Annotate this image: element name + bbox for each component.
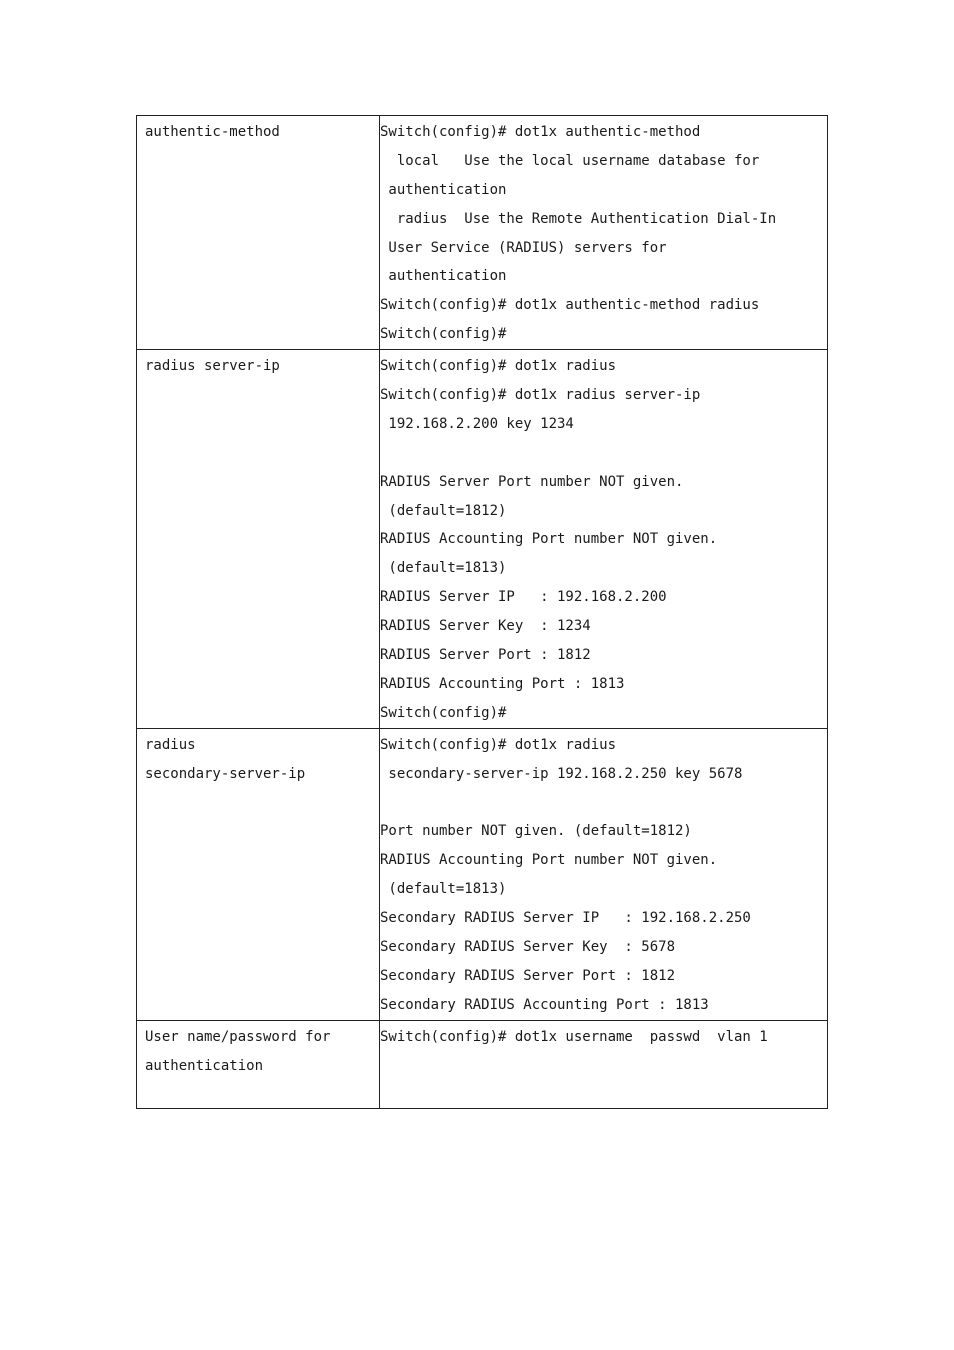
output-line: (default=1813)	[380, 560, 507, 577]
output-cell	[380, 1020, 828, 1108]
command-text: radius server-ip	[145, 358, 280, 375]
command-cell	[137, 728, 380, 1020]
command-cell	[137, 350, 380, 729]
output-line: Switch(config)# dot1x radius	[380, 358, 617, 375]
output-line: (default=1812)	[380, 502, 507, 519]
output-line: Secondary RADIUS Server IP : 192.168.2.250	[380, 910, 751, 927]
output-line: Secondary RADIUS Server Key : 5678	[380, 938, 676, 955]
output-line: Port number NOT given. (default=1812)	[380, 823, 692, 840]
output-line: Switch(config)# dot1x radius	[380, 736, 617, 753]
output-cell	[380, 728, 828, 1020]
table-row	[137, 116, 828, 350]
output-line: radius Use the Remote Authentication Dial-In	[380, 210, 777, 227]
command-text: User name/password for	[145, 1028, 331, 1045]
output-line: RADIUS Server Port number NOT given.	[380, 473, 684, 490]
output-line: Secondary RADIUS Accounting Port : 1813	[380, 996, 709, 1013]
output-line: local Use the local username database for	[380, 152, 760, 169]
output-cell	[380, 350, 828, 729]
output-line: User Service (RADIUS) servers for	[380, 239, 667, 256]
output-line: RADIUS Accounting Port number NOT given.	[380, 852, 718, 869]
command-text: authentic-method	[145, 124, 280, 140]
command-text: radius	[145, 736, 196, 753]
table-row	[137, 350, 828, 729]
table-row	[137, 728, 828, 1020]
output-line: (default=1813)	[380, 881, 507, 898]
output-line: 192.168.2.200 key 1234	[380, 415, 574, 432]
output-line: Switch(config)# dot1x authentic-method	[380, 124, 701, 140]
output-line: Switch(config)# dot1x username passwd vlan 1	[380, 1028, 768, 1045]
table-row	[137, 1020, 828, 1108]
output-line: RADIUS Accounting Port : 1813	[380, 675, 625, 692]
output-line: authentication	[380, 268, 507, 285]
output-line	[380, 788, 825, 817]
output-line	[380, 439, 825, 468]
output-line: secondary-server-ip 192.168.2.250 key 5678	[380, 765, 743, 782]
output-line: Switch(config)# dot1x radius server-ip	[380, 387, 701, 404]
command-text: secondary-server-ip	[145, 765, 306, 782]
command-table	[136, 115, 828, 1109]
output-line: RADIUS Server Key : 1234	[380, 618, 591, 635]
output-line: Secondary RADIUS Server Port : 1812	[380, 967, 676, 984]
output-line: Switch(config)# dot1x authentic-method radius	[380, 297, 760, 314]
output-cell	[380, 116, 828, 350]
output-line: Switch(config)#	[380, 326, 507, 343]
command-cell	[137, 1020, 380, 1108]
output-line: RADIUS Server IP : 192.168.2.200	[380, 589, 667, 606]
output-line: RADIUS Accounting Port number NOT given.	[380, 531, 718, 548]
output-line: authentication	[380, 181, 507, 198]
command-cell	[137, 116, 380, 350]
command-text: authentication	[145, 1057, 264, 1074]
output-line: Switch(config)#	[380, 704, 507, 721]
output-line: RADIUS Server Port : 1812	[380, 647, 591, 664]
